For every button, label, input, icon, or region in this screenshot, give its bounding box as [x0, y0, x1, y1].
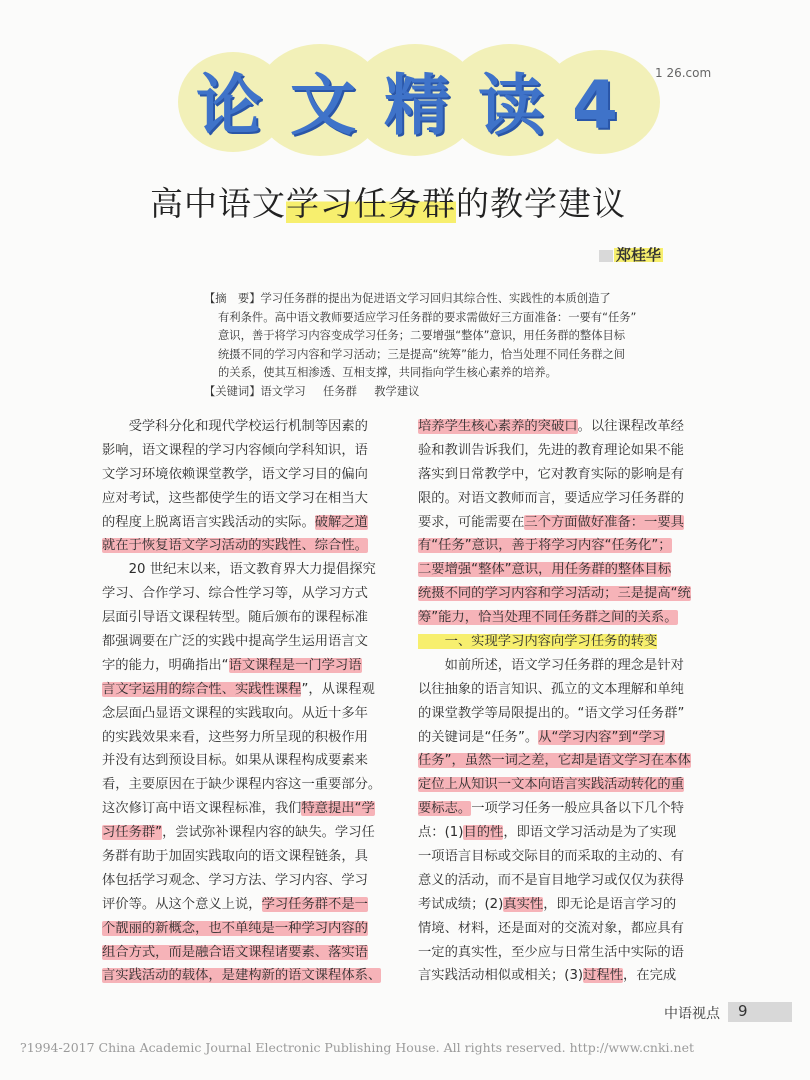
text-run: 学习、合作学习、综合性学习等，从学习方式	[102, 586, 368, 602]
text-line	[102, 797, 402, 821]
keyword: 语文学习	[260, 385, 306, 398]
abstract-line: 【摘 要】学习任务群的提出为促进语文学习回归其综合性、实践性的本质创造了	[204, 292, 611, 305]
title-pre: 高中语文	[150, 184, 286, 223]
red-highlight: 学习任务群不是一	[261, 896, 368, 912]
text-run: 一项学习任务一般应具备以下几个特	[471, 801, 684, 817]
text-run: 评价等。从这个意义上说，	[102, 896, 262, 912]
text-line	[418, 726, 726, 750]
text-line	[418, 964, 726, 988]
text-line	[418, 439, 726, 463]
red-highlight: 从“学习内容”到“学习	[538, 729, 666, 745]
red-highlight: 组合方式，而是融合语文课程诸要素、落实语	[102, 944, 368, 960]
text-line	[418, 941, 726, 965]
text-run: 一定的真实性，至少应与日常生活中实际的语	[418, 944, 684, 960]
text-line	[418, 917, 726, 941]
body-right-column	[418, 415, 726, 988]
text-run: 的关键词是“任务”。	[418, 729, 539, 745]
text-run: 看，主要原因在于缺少课程内容这一重要部分。	[102, 777, 382, 793]
text-run: 验和教训告诉我们，先进的教育理论如果不能	[418, 442, 684, 458]
text-line	[102, 678, 402, 702]
text-line	[418, 773, 726, 797]
red-highlight: 三个方面做好准备：一要具	[524, 514, 684, 530]
red-highlight: 培养学生核心素养的突破口	[418, 419, 578, 434]
text-line	[418, 582, 726, 606]
abstract-line: 有利条件。高中语文教师要适应学习任务群的要求需做好三方面准备：一要有“任务”	[218, 310, 637, 324]
text-line	[102, 558, 402, 582]
text-run: 受学科分化和现代学校运行机制等因素的	[102, 419, 368, 434]
section-heading: 一、实现学习内容向学习任务的转变	[418, 634, 658, 650]
article-title	[150, 178, 670, 225]
text-run: 的课堂教学等局限提出的。“语文学习任务群”	[418, 705, 685, 721]
text-line	[418, 893, 726, 917]
red-highlight: 有“任务”意识，善于将学习内容“任务化”；	[418, 538, 672, 554]
text-line	[418, 845, 726, 869]
text-run: 这次修订高中语文课程标准，我们	[102, 801, 302, 817]
copyright-notice: ?1994-2017 China Academic Journal Electronic Publishing House. All rights reserved. http://www.cnki.net	[20, 1040, 694, 1055]
text-run: 影响，语文课程的学习内容倾向学科知识，语	[102, 442, 368, 458]
text-run: 言实践活动相似或相关；(3)	[418, 968, 584, 984]
section-badge: 论文精读4	[196, 67, 646, 144]
title-post: 的教学建议	[456, 184, 626, 223]
text-line	[418, 606, 726, 630]
text-line	[102, 702, 402, 726]
text-line	[102, 511, 402, 535]
text-line	[102, 606, 402, 630]
red-highlight: 筹”能力，恰当处理不同任务群之间的关系。	[418, 610, 678, 626]
text-run: 20 世纪末以来，语文教育界大力提倡探究	[102, 562, 376, 578]
abstract-line: 的关系，使其互相渗透、互相支撑，共同指向学生核心素养的培养。	[218, 366, 557, 380]
red-highlight: 习任务群”	[102, 825, 163, 841]
text-run: 一项语言目标或交际目的而采取的主动的、有	[418, 849, 684, 865]
text-run: 考试成绩；(2)	[418, 896, 504, 912]
title-highlight: 学习任务群	[286, 184, 456, 223]
text-run: 点：(1)	[418, 825, 464, 841]
page-number: 9	[738, 1002, 748, 1020]
text-line	[418, 654, 726, 678]
text-run: 文学习环境依赖课堂教学，语文学习目的偏向	[102, 466, 368, 482]
text-line	[102, 869, 402, 893]
text-line	[102, 773, 402, 797]
text-run: 的实践效果来看，这些努力所呈现的积极作用	[102, 729, 368, 745]
red-highlight: 统摄不同的学习内容和学习活动；三是提高“统	[418, 586, 691, 602]
text-line	[102, 726, 402, 750]
text-line	[418, 869, 726, 893]
site-watermark: 1 26.com	[655, 66, 712, 80]
text-run: 。以往课程改革经	[577, 419, 684, 434]
text-run: ”，从课程观	[301, 681, 375, 697]
text-run: 情境、材料，还是面对的交流对象，都应具有	[418, 920, 684, 936]
red-highlight: 要标志。	[418, 801, 472, 817]
red-highlight: 个靓丽的新概念，也不单纯是一种学习内容的	[102, 920, 368, 936]
text-line	[102, 630, 402, 654]
text-run: 要求，可能需要在	[418, 514, 525, 530]
text-line	[102, 845, 402, 869]
text-run: 以往抽象的语言知识、孤立的文本理解和单纯	[418, 681, 684, 697]
red-highlight: 过程性	[583, 968, 623, 984]
text-run: 并没有达到预设目标。如果从课程构成要素来	[102, 753, 368, 769]
text-line	[418, 511, 726, 535]
text-line	[102, 487, 402, 511]
author-marker	[599, 250, 613, 262]
text-run: 的程度上脱离语言实践活动的实际。	[102, 514, 315, 530]
text-line	[418, 678, 726, 702]
red-highlight: 破解之道	[314, 514, 368, 530]
text-run: 务群有助于加固实践取向的语文课程链条，具	[102, 849, 368, 865]
text-line	[418, 821, 726, 845]
text-line	[418, 797, 726, 821]
text-line	[102, 893, 402, 917]
text-line	[102, 415, 402, 439]
red-highlight: 任务”，虽然一词之差，它却是语文学习在本体	[418, 753, 691, 769]
text-run: 都强调要在广泛的实践中提高学生运用语言文	[102, 634, 368, 650]
text-line	[418, 558, 726, 582]
abstract-line: 意识，善于将学习内容变成学习任务；二要增强“整体”意识，用任务群的整体目标	[218, 329, 626, 343]
red-highlight: 定位上从知识一文本向语言实践活动转化的重	[418, 777, 684, 793]
red-highlight: 二要增强“整体”意识，用任务群的整体目标	[418, 562, 672, 578]
text-line	[418, 487, 726, 511]
keywords	[204, 383, 425, 399]
abstract-line: 统摄不同的学习内容和学习活动；三是提高“统筹”能力，恰当处理不同任务群之间	[218, 347, 626, 361]
keywords-label: 【关键词】	[204, 385, 261, 398]
red-highlight: 语文课程是一门学习语	[228, 657, 362, 673]
text-run: 念层面凸显语文课程的实践取向。从近十多年	[102, 705, 368, 721]
text-run: 意义的活动，而不是盲目地学习或仅仅为获得	[418, 872, 684, 888]
text-line	[102, 821, 402, 845]
text-line	[102, 463, 402, 487]
text-run: ，即语文学习活动是为了实现	[503, 825, 677, 841]
text-run: 限的。对语文教师而言，要适应学习任务群的	[418, 490, 684, 506]
red-highlight: 真实性	[503, 896, 544, 912]
author-name: 郑桂华	[616, 246, 662, 264]
text-line	[418, 534, 726, 558]
text-run: 落实到日常教学中，它对教育实际的影响是有	[418, 466, 684, 482]
red-highlight: 言文字运用的综合性、实践性课程	[102, 681, 302, 697]
text-run: ，尝试弥补课程内容的缺失。学习任	[162, 825, 375, 841]
text-line	[418, 463, 726, 487]
text-run: 应对考试，这些都使学生的语文学习在相当大	[102, 490, 368, 506]
text-line	[418, 702, 726, 726]
abstract	[204, 290, 680, 383]
text-line	[102, 439, 402, 463]
text-run: 层面引导语文课程转型。随后颁布的课程标准	[102, 610, 368, 626]
text-run: 字的能力，明确指出“	[102, 657, 229, 673]
body-left-column	[102, 415, 402, 988]
text-line	[102, 582, 402, 606]
text-line	[418, 630, 726, 654]
text-line	[102, 654, 402, 678]
red-highlight: 言实践活动的载体，是建构新的语文课程体系、	[102, 968, 382, 984]
keyword: 教学建议	[374, 385, 420, 398]
keyword: 任务群	[323, 385, 357, 398]
text-run: 如前所述，语文学习任务群的理念是针对	[418, 657, 684, 673]
text-line	[102, 964, 402, 988]
red-highlight: 目的性	[463, 825, 504, 841]
text-line	[102, 917, 402, 941]
text-line	[418, 415, 726, 439]
text-line	[102, 749, 402, 773]
journal-brand: 中语视点	[664, 1006, 720, 1022]
text-run: ，在完成	[623, 968, 677, 984]
text-line	[418, 749, 726, 773]
text-line	[102, 534, 402, 558]
text-line	[102, 941, 402, 965]
red-highlight: 就在于恢复语文学习活动的实践性、综合性。	[102, 538, 368, 554]
text-run: ，即无论是语言学习的	[543, 896, 677, 912]
text-run: 体包括学习观念、学习方法、学习内容、学习	[102, 872, 368, 888]
red-highlight: 特意提出“学	[301, 801, 375, 817]
